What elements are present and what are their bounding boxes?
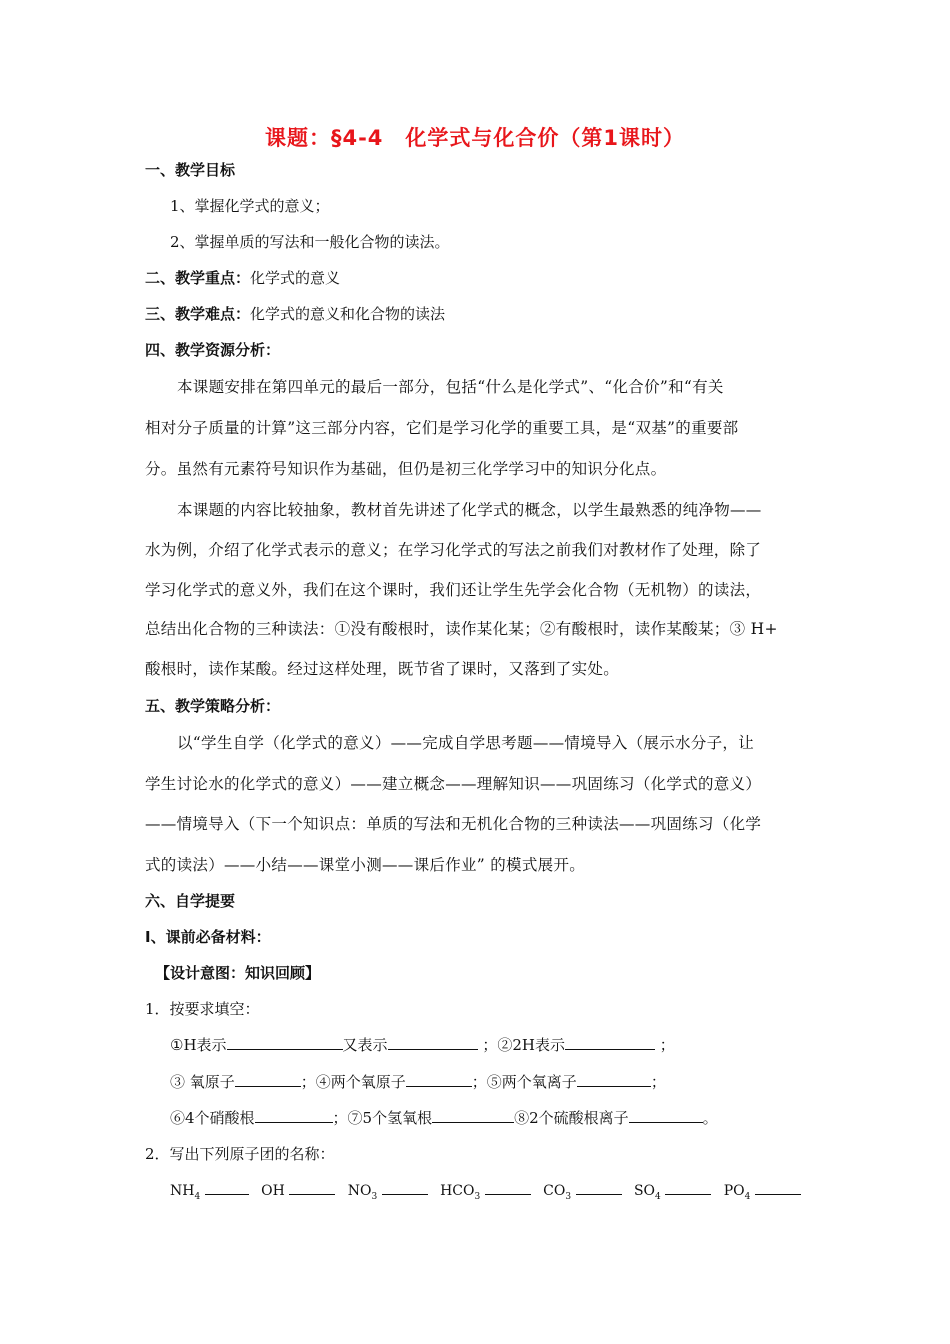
radical-so4: $SO_4$ — [634, 1183, 711, 1199]
blank-2[interactable] — [388, 1035, 478, 1050]
question-1-row-3 — [170, 1107, 718, 1128]
section-difficulties — [145, 303, 445, 324]
section-self-study-heading: 六、自学提要 — [145, 892, 236, 910]
design-intent: 【设计意图：知识回顾】 — [155, 964, 321, 982]
blank-5[interactable] — [406, 1072, 472, 1087]
radical-co3: $CO_3$ — [543, 1183, 621, 1199]
blank-6[interactable] — [577, 1072, 651, 1087]
section-strategy-heading: 五、教学策略分析： — [145, 697, 281, 715]
resources-line-5: 水为例，介绍了化学式表示的意义；在学习化学式的写法之前我们对教材作了处理，除了 — [145, 541, 762, 559]
blank-8[interactable] — [432, 1108, 514, 1123]
objective-item-1: 1、掌握化学式的意义； — [170, 197, 330, 215]
page-title: 课题：§4-4 化学式与化合价（第1课时） — [264, 126, 686, 150]
row3-text-b: ；⑦5个氢氧根 — [332, 1109, 433, 1127]
blank-3[interactable] — [565, 1035, 655, 1050]
section-objectives-heading: 一、教学目标 — [145, 161, 236, 179]
row1-text-c: ；②2H表示 — [482, 1036, 565, 1054]
row2-text-d: ； — [650, 1073, 666, 1091]
blank-no3[interactable] — [382, 1180, 428, 1195]
blank-4[interactable] — [235, 1072, 301, 1087]
blank-nh4[interactable] — [205, 1180, 249, 1195]
section-materials-heading: Ⅰ、课前必备材料： — [145, 928, 271, 946]
row3-text-c: ⑧2个硫酸根离子 — [514, 1109, 629, 1127]
resources-line-4: 本课题的内容比较抽象，教材首先讲述了化学式的概念，以学生最熟悉的纯净物—— — [177, 501, 762, 519]
blank-hco3[interactable] — [485, 1180, 531, 1195]
key-points-text: 化学式的意义 — [250, 269, 341, 287]
radical-nh4: $NH_4$ — [170, 1183, 249, 1199]
strategy-line-4: 式的读法）——小结——课堂小测——课后作业” 的模式展开。 — [145, 856, 586, 874]
row2-text-c: ；⑤两个氧离子 — [471, 1073, 577, 1091]
radical-oh: OH — [261, 1183, 335, 1199]
section-resources-heading: 四、教学资源分析： — [145, 341, 281, 359]
strategy-line-3: ——情境导入（下一个知识点：单质的写法和无机化合物的三种读法——巩固练习（化学 — [145, 815, 762, 833]
row1-text-b: 又表示 — [342, 1036, 388, 1054]
blank-so4[interactable] — [665, 1180, 711, 1195]
blank-oh[interactable] — [289, 1180, 335, 1195]
resources-line-7: 总结出化合物的三种读法：①没有酸根时，读作某化某；②有酸根时，读作某酸某；③ H+ — [145, 620, 778, 638]
objective-item-2: 2、掌握单质的写法和一般化合物的读法。 — [170, 233, 450, 251]
strategy-line-1: 以“学生自学（化学式的意义）——完成自学思考题——情境导入（展示水分子，让 — [177, 734, 755, 752]
radical-list — [170, 1180, 809, 1202]
question-1-row-2 — [170, 1071, 666, 1092]
blank-1[interactable] — [227, 1035, 343, 1050]
row1-text-d: ； — [659, 1036, 675, 1054]
blank-9[interactable] — [629, 1108, 703, 1123]
radical-hco3: $HCO_3$ — [440, 1183, 531, 1199]
section-key-points — [145, 267, 340, 288]
blank-po4[interactable] — [755, 1180, 801, 1195]
row2-text-b: ；④两个氧原子 — [300, 1073, 406, 1091]
resources-line-6: 学习化学式的意义外，我们在这个课时，我们还让学生先学会化合物（无机物）的读法， — [145, 581, 762, 599]
question-2-label: 2．写出下列原子团的名称： — [145, 1145, 335, 1163]
resources-line-3: 分。虽然有元素符号知识作为基础，但仍是初三化学学习中的知识分化点。 — [145, 460, 667, 478]
blank-7[interactable] — [255, 1108, 333, 1123]
key-points-heading: 二、教学重点： — [145, 269, 251, 287]
resources-line-8: 酸根时，读作某酸。经过这样处理，既节省了课时，又落到了实处。 — [145, 660, 620, 678]
difficulties-heading: 三、教学难点： — [145, 305, 251, 323]
strategy-line-2: 学生讨论水的化学式的意义）——建立概念——理解知识——巩固练习（化学式的意义） — [145, 775, 762, 793]
radical-no3: $NO_3$ — [348, 1183, 428, 1199]
resources-line-1: 本课题安排在第四单元的最后一部分，包括“什么是化学式”、“化合价”和“有关 — [177, 378, 724, 396]
row1-text-a: ①H表示 — [170, 1036, 227, 1054]
difficulties-text: 化学式的意义和化合物的读法 — [250, 305, 446, 323]
resources-line-2: 相对分子质量的计算”这三部分内容，它们是学习化学的重要工具，是“双基”的重要部 — [145, 419, 739, 437]
blank-co3[interactable] — [576, 1180, 622, 1195]
row3-text-a: ⑥4个硝酸根 — [170, 1109, 255, 1127]
radical-po4: $PO_4$ — [724, 1183, 801, 1199]
question-1-label: 1．按要求填空： — [145, 1000, 260, 1018]
row3-text-d: 。 — [702, 1109, 718, 1127]
question-1-row-1 — [170, 1034, 675, 1055]
row2-text-a: ③ 氧原子 — [170, 1073, 235, 1091]
